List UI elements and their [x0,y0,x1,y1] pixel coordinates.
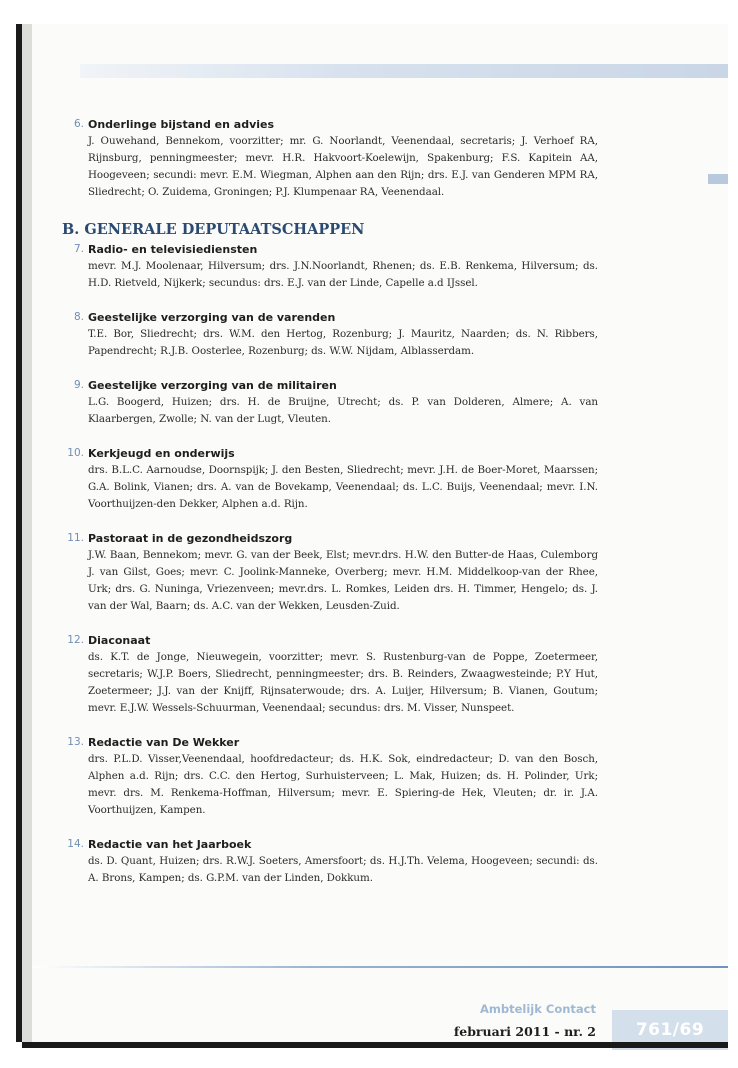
committee-item [66,734,598,819]
committee-members: ds. D. Quant, Huizen; drs. R.W.J. Soeters, Amersfoort; ds. H.J.Th. Velema, Hoogeveen; secundi: ds. A. Brons, Kampen; ds. G.P.M. van der Linden, Dokkum. [88,855,598,884]
committee-number: 13. [67,736,84,748]
committee-item [66,309,598,360]
header-color-bar [80,64,728,78]
committee-item [66,530,598,615]
committee-item [66,377,598,428]
committee-title: Onderlinge bijstand en advies [88,118,275,131]
committee-members: drs. B.L.C. Aarnoudse, Doornspijk; J. den Besten, Sliedrecht; mevr. J.H. de Boer-Moret, Maarssen; G.A. Bolink, Vianen; drs. A. van de Bovekamp, Veenendaal; ds. L.C. Buijs, Veenendaal; mevr. I.N. Voorthuijzen-den Dekker, Alphen a.d. Rijn. [88,464,598,510]
committee-number: 8. [73,311,84,323]
issue-date: februari 2011 - nr. 2 [453,1024,596,1039]
committee-title: Geestelijke verzorging van de varenden [88,311,336,324]
committee-number: 14. [67,838,84,850]
committee-number: 12. [67,634,84,646]
committee-title: Diaconaat [88,634,151,647]
committee-members: L.G. Boogerd, Huizen; drs. H. de Bruijne, Utrecht; ds. P. van Dolderen, Almere; A. van Klaarbergen, Zwolle; N. van der Lugt, Vleuten. [88,396,598,425]
page-shadow [22,1042,728,1048]
committee-item [66,116,598,201]
committee-title: Radio- en televisiediensten [88,243,258,256]
committee-item [66,241,598,292]
committee-title: Pastoraat in de gezondheidszorg [88,532,293,545]
committee-number: 7. [73,243,84,255]
magazine-name: Ambtelijk Contact [480,1002,596,1016]
section-heading: B. GENERALE DEPUTAATSCHAPPEN [62,221,365,238]
committee-number: 9. [73,379,84,391]
page-binding-edge [22,24,32,1042]
committee-item [66,632,598,717]
committee-members: mevr. M.J. Moolenaar, Hilversum; drs. J.N.Noorlandt, Rhenen; ds. E.B. Renkema, Hilversum; ds. H.D. Rietveld, Nijkerk; secundus: drs. E.J. van der Linde, Capelle a.d IJssel. [88,260,598,289]
committee-number: 11. [67,532,84,544]
committee-members: J. Ouwehand, Bennekom, voorzitter; mr. G. Noorlandt, Veenendaal, secretaris; J. Verhoef RA, Rijnsburg, penningmeester; mevr. H.R. Hakvoort-Koelewijn, Spakenburg; F.S. Kapitein AA, Hoogeveen; secundi: mevr. E.M. Wiegman, Alphen aan den Rijn; drs. E.J. van Genderen MPM RA, Sliedrecht; O. Zuidema, Groningen; P.J. Klumpenaar RA, Veenendaal. [88,135,598,198]
committee-members: ds. K.T. de Jonge, Nieuwegein, voorzitter; mevr. S. Rustenburg-van de Poppe, Zoetermeer, secretaris; W.J.P. Boers, Sliedrecht, penningmeester; drs. B. Reinders, Zwaagwesteinde; P.Y Hut, Zoetermeer; J.J. van der Knijff, Rijnsaterwoude; drs. A. Luijer, Hilversum; B. Vianen, Goutum; mevr. E.J.W. Wessels-Schuurman, Veenendaal; secundus: drs. M. Visser, Nunspeet. [88,651,598,714]
committee-number: 10. [67,447,84,459]
committee-item [66,445,598,513]
committee-list [62,116,598,904]
committee-members: J.W. Baan, Bennekom; mevr. G. van der Beek, Elst; mevr.drs. H.W. den Butter-de Haas, Culemborg J. van Gilst, Goes; mevr. C. Joolink-Manneke, Overberg; mevr. H.M. Middelkoop-van der Rhee, Urk; drs. G. Nuninga, Vriezenveen; mevr.drs. L. Romkes, Leiden drs. H. Timmer, Hengelo; ds. J. van der Wal, Baarn; ds. A.C. van der Wekken, Leusden-Zuid. [88,549,598,612]
committee-item [66,836,598,887]
committee-members: drs. P.L.D. Visser,Veenendaal, hoofdredacteur; ds. H.K. Sok, eindredacteur; D. van den Bosch, Alphen a.d. Rijn; drs. C.C. den Hertog, Surhuisterveen; L. Mak, Huizen; ds. H. Polinder, Urk; mevr. drs. M. Renkema-Hoffman, Hilversum; mevr. E. Spiering-de Hek, Vleuten; dr. ir. J.A. Voorthuijzen, Kampen. [88,753,598,816]
committee-title: Redactie van De Wekker [88,736,240,749]
committee-members: T.E. Bor, Sliedrecht; drs. W.M. den Hertog, Rozenburg; J. Mauritz, Naarden; ds. N. Ribbers, Papendrecht; R.J.B. Oosterlee, Rozenburg; ds. W.W. Nijdam, Alblasserdam. [88,328,598,357]
committee-title: Redactie van het Jaarboek [88,838,252,851]
footer-rule [32,966,728,968]
committee-number: 6. [73,118,84,130]
side-tab-marker [708,174,728,184]
page-number: 761/69 [635,1020,705,1040]
committee-title: Geestelijke verzorging van de militairen [88,379,337,392]
committee-title: Kerkjeugd en onderwijs [88,447,235,460]
